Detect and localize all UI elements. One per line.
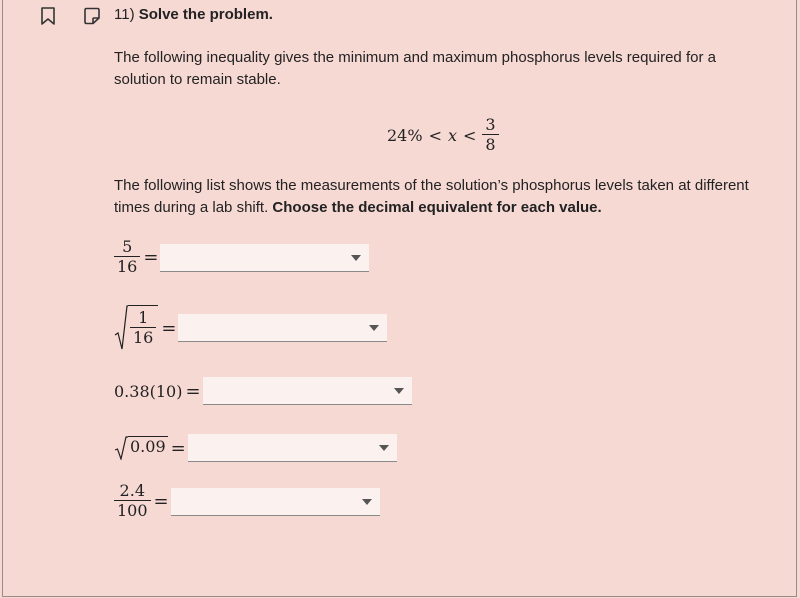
inequality-fraction xyxy=(482,116,498,155)
equals-sign: = xyxy=(161,317,177,339)
item-1-denominator: 16 xyxy=(117,257,138,276)
inequality-op1: < xyxy=(428,125,442,145)
note-icon[interactable] xyxy=(83,7,101,25)
item-2-sqrt xyxy=(114,305,158,351)
fraction-numerator: 3 xyxy=(485,114,496,134)
inequality-op2: < xyxy=(463,125,477,145)
item-1-dropdown[interactable] xyxy=(160,244,369,272)
inequality xyxy=(387,112,499,158)
item-1-fraction xyxy=(114,238,140,277)
item-2-dropdown[interactable] xyxy=(178,314,387,342)
item-row-2 xyxy=(114,305,387,351)
equals-sign: = xyxy=(185,380,201,402)
question-number: 11) xyxy=(114,6,135,23)
chevron-down-icon[interactable] xyxy=(351,255,361,261)
fraction-denominator: 8 xyxy=(485,134,496,154)
chevron-down-icon[interactable] xyxy=(362,499,372,505)
item-1-numerator: 5 xyxy=(122,237,133,256)
chevron-down-icon[interactable] xyxy=(369,325,379,331)
item-row-1 xyxy=(114,238,369,277)
item-row-5 xyxy=(114,482,380,521)
item-5-denominator: 100 xyxy=(117,501,148,520)
item-2-numerator: 1 xyxy=(138,308,149,327)
equals-sign: = xyxy=(170,437,186,459)
item-5-dropdown[interactable] xyxy=(171,488,380,516)
item-5-numerator: 2.4 xyxy=(119,481,145,500)
item-4-sqrt xyxy=(114,436,168,460)
question-title: Solve the problem. xyxy=(138,6,273,23)
list-text-plain: The following list shows the measurements of the solution’s phosphorus levels taken at different times during a lab shift. xyxy=(114,177,749,216)
list-text-bold: Choose the decimal equivalent for each value. xyxy=(272,199,602,216)
intro-text: The following inequality gives the minimum and maximum phosphorus levels required for a solution to remain stable. xyxy=(114,49,716,88)
item-row-3 xyxy=(114,377,412,405)
equals-sign: = xyxy=(143,247,159,268)
bookmark-icon[interactable] xyxy=(40,7,56,25)
chevron-down-icon[interactable] xyxy=(379,445,389,451)
radical-sign xyxy=(114,436,128,460)
radical-sign xyxy=(114,305,128,351)
chevron-down-icon[interactable] xyxy=(394,388,404,394)
list-text xyxy=(114,175,764,219)
item-row-4 xyxy=(114,434,397,462)
inequality-left: 24% xyxy=(387,125,423,145)
inequality-var: x xyxy=(447,125,457,145)
item-4-radicand: 0.09 xyxy=(128,436,168,460)
item-2-denominator: 16 xyxy=(133,328,154,347)
equals-sign: = xyxy=(153,491,169,512)
question-header xyxy=(114,6,273,23)
item-3-expression: 0.38(10) xyxy=(114,381,183,401)
item-5-fraction xyxy=(114,482,151,521)
item-3-dropdown[interactable] xyxy=(203,377,412,405)
item-4-dropdown[interactable] xyxy=(188,434,397,462)
